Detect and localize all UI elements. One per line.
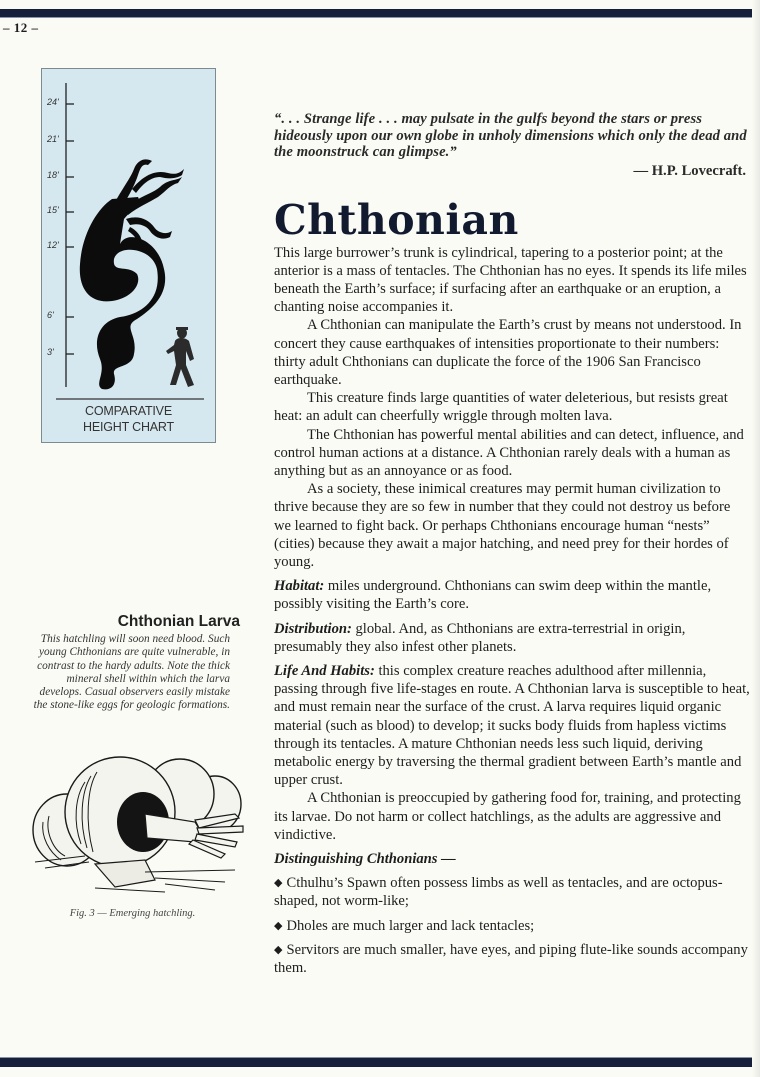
distinguishing-heading: Distinguishing Chthonians — <box>274 851 456 867</box>
sidebar-title: Chthonian Larva <box>117 613 240 630</box>
distinguishing-bullet <box>274 874 750 910</box>
habitat-text: miles underground. Chthonians can swim deep within the mantle, possibly visiting the Earth’s core. <box>274 578 712 613</box>
epigraph-attribution: — H.P. Lovecraft. <box>633 162 746 179</box>
habitat-label: Habitat: <box>274 578 325 595</box>
page-title: Chthonian <box>274 195 519 244</box>
diamond-bullet-icon: ◆ <box>274 877 283 890</box>
bottom-rule <box>0 1057 760 1067</box>
distinguishing-bullet <box>274 941 750 977</box>
height-chart-figure <box>41 68 216 443</box>
caption-line: HEIGHT CHART <box>83 420 174 434</box>
life-habits-text: this complex creature reaches adulthood after millennia, passing through five life-stages en route. A Chthonian larva is susceptible to heat, and must remain near the surface of the crust. A larva requires liquid organic material (such as blood) to develop; it sucks body fluids from hapless victims through its tentacles. A mature Chthonian needs less such liquid, deriving metabolic energy by traversing the thermal gradient between Earth’s mantle and upper crust. <box>274 662 750 789</box>
distribution-label: Distribution: <box>274 620 352 637</box>
sidebar-caption: This hatchling will soon need blood. Such young Chthonians are quite vulnerable, in contrast to the hardy adults. Note the thick mineral shell within which the larva develops. Casual observers easily mistake the stone-like eggs for geologic formations. <box>33 633 230 712</box>
tick-label: 21' <box>47 134 59 144</box>
tick-label: 15' <box>47 205 59 215</box>
habitat-section <box>274 577 750 613</box>
page-number: – 12 – <box>3 20 39 35</box>
tick-label: 6' <box>47 310 54 320</box>
diamond-bullet-icon: ◆ <box>274 943 283 956</box>
tick-label: 18' <box>47 170 59 180</box>
distribution-section <box>274 620 750 656</box>
body-paragraph: This creature finds large quantities of water deleterious, but resists great heat: an adult can cheerfully wriggle through molten lava. <box>274 390 728 425</box>
figure-caption: Fig. 3 — Emerging hatchling. <box>69 908 196 919</box>
tick-label: 12' <box>47 240 59 250</box>
body-paragraph: This large burrower’s trunk is cylindrical, tapering to a posterior point; at the anterior is a mass of tentacles. The Chthonian has no eyes. It spends its life miles beneath the Earth’s surface; if surfacing after an earthquake or an eruption, a chanting noise accompanies it. <box>274 244 747 316</box>
page-edge-shadow <box>752 0 760 1077</box>
bullet-text: Dholes are much larger and lack tentacles; <box>286 917 535 934</box>
main-column <box>274 111 750 977</box>
epigraph-quote: “. . . Strange life . . . may pulsate in the gulfs beyond the stars or press hideously upon our own globe in unholy dimensions which only the dead and the moonstruck can glimpse.” <box>274 111 747 160</box>
diamond-bullet-icon: ◆ <box>274 919 283 932</box>
life-habits-continuation: A Chthonian is preoccupied by gathering food for, training, and protecting its larvae. Do not harm or collect hatchlings, as the adults are aggressive and vindictive. <box>274 790 741 843</box>
body-paragraph: As a society, these inimical creatures may permit human civilization to thrive because they are so few in number that they could not destroy us before we learned to fight back. Or perhaps Chthonians encourage human “nests” (cities) because they await a major hatching, and need prey for their hordes of young. <box>274 481 731 570</box>
height-chart-illustration <box>42 69 217 444</box>
hatchling-illustration <box>25 752 250 902</box>
top-rule <box>0 9 760 18</box>
bullet-text: Cthulhu’s Spawn often possess limbs as well as tentacles, and are octopus-shaped, not worm-like; <box>274 875 723 910</box>
distribution-text: global. And, as Chthonians are extra-terrestrial in origin, presumably they also infest other planets. <box>274 620 686 655</box>
caption-line: COMPARATIVE <box>85 404 172 418</box>
life-habits-label: Life And Habits: <box>274 662 375 679</box>
body-paragraph: A Chthonian can manipulate the Earth’s crust by means not understood. In concert they cause earthquakes of intensities proportionate to their numbers: thirty adult Chthonians can duplicate the force of the 1906 San Francisco earthquake. <box>274 317 742 388</box>
tick-label: 24' <box>47 97 59 107</box>
bullet-text: Servitors are much smaller, have eyes, and piping flute-like sounds accompany them. <box>274 941 748 977</box>
height-chart-caption <box>42 403 215 435</box>
distinguishing-bullet <box>274 917 750 935</box>
life-habits-section <box>274 662 750 789</box>
tick-label: 3' <box>47 347 54 357</box>
body-paragraph: The Chthonian has powerful mental abilities and can detect, influence, and control human actions at a distance. A Chthonian rarely deals with a human as anything but as an annoyance or as food. <box>274 426 744 479</box>
